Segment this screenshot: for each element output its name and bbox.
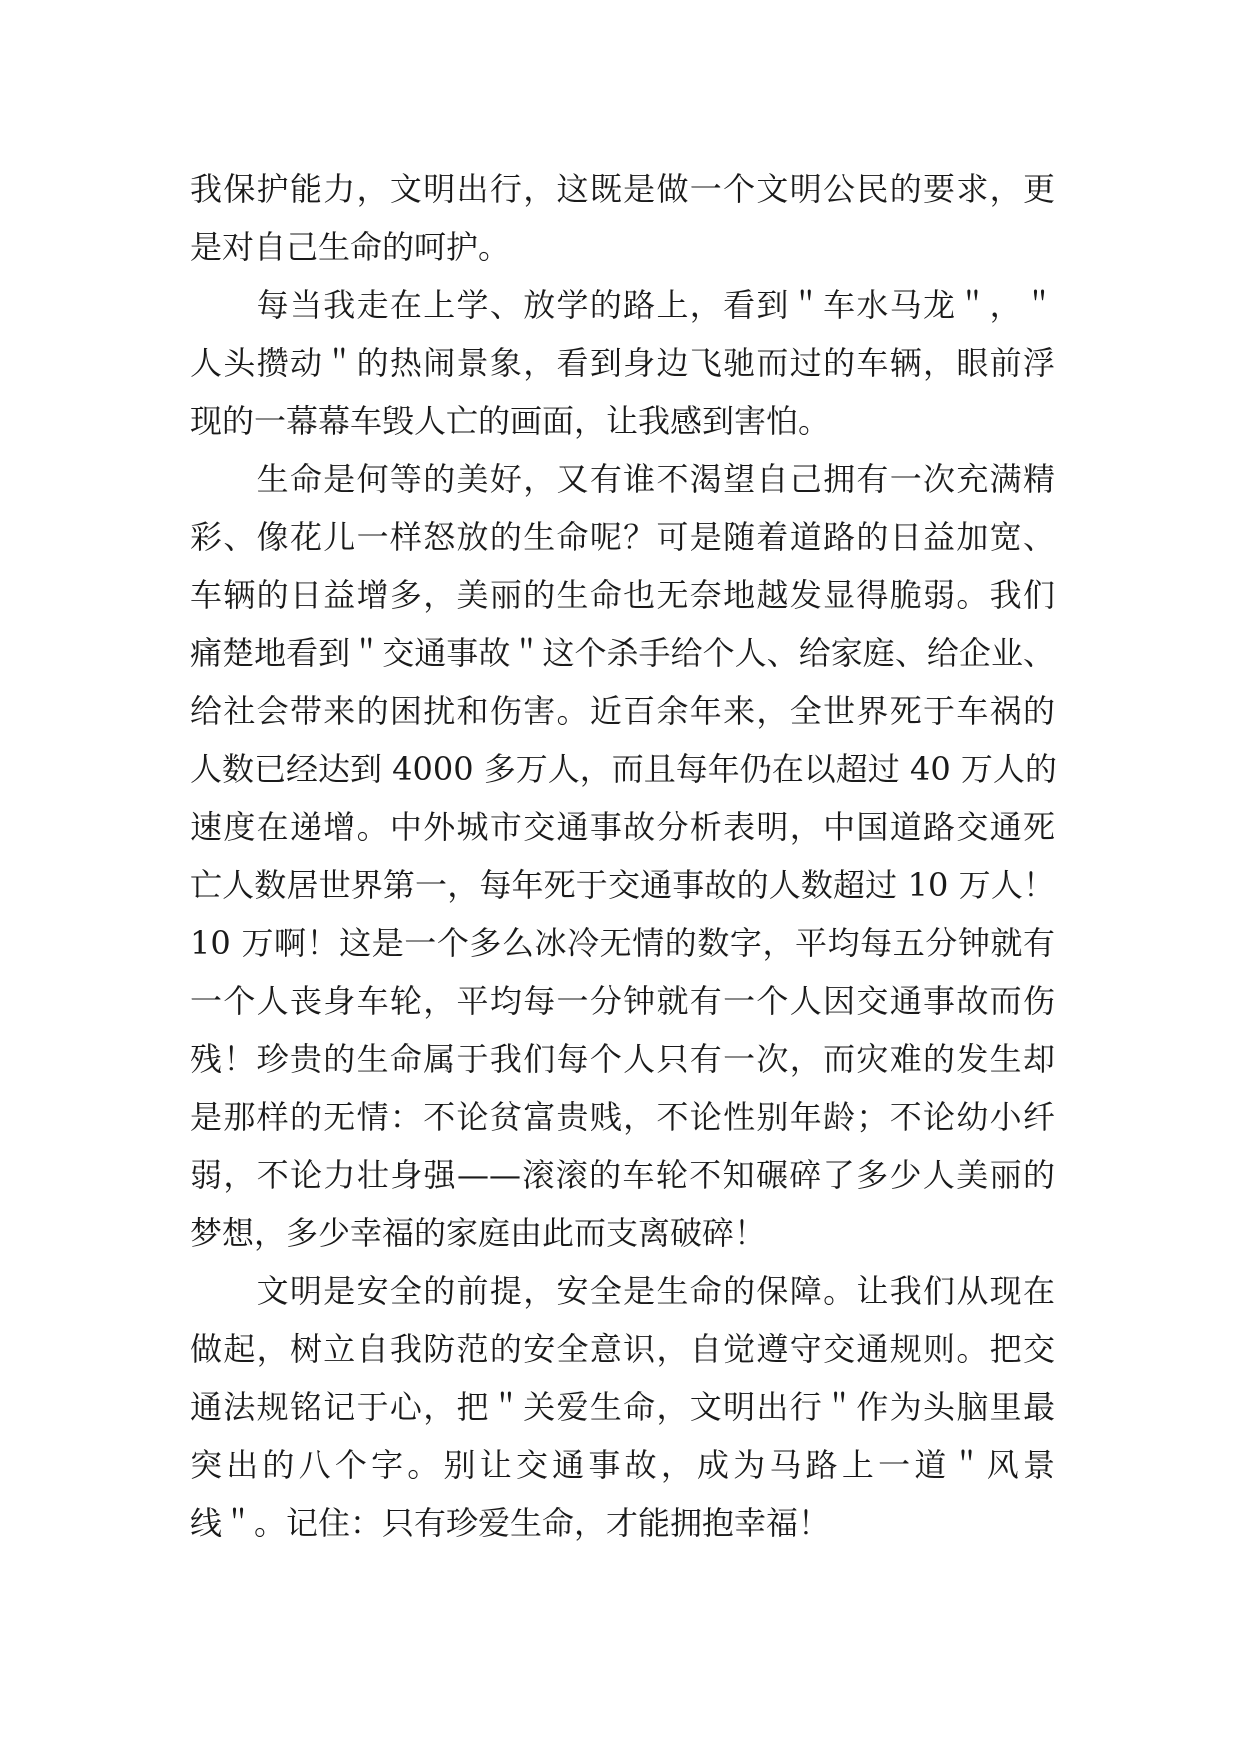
text-line: 是对自己生命的呵护。: [190, 228, 511, 266]
text-line: 10 万啊！这是一个多么冰冷无情的数字，平均每五分钟就有: [190, 924, 1055, 962]
document-body: [190, 160, 1055, 1552]
text-line: 痛楚地看到＂交通事故＂这个杀手给个人、给家庭、给企业、: [190, 634, 1055, 672]
text-line: 人数已经达到 4000 多万人，而且每年仍在以超过 40 万人的: [190, 750, 1057, 788]
text-line: 我保护能力，文明出行，这既是做一个文明公民的要求，更: [190, 170, 1055, 208]
text-line: 一个人丧身车轮，平均每一分钟就有一个人因交通事故而伤: [190, 982, 1055, 1020]
text-line: 残！珍贵的生命属于我们每个人只有一次，而灾难的发生却: [190, 1040, 1055, 1078]
text-line: 每当我走在上学、放学的路上，看到＂车水马龙＂，＂: [190, 286, 1055, 324]
text-line: 生命是何等的美好，又有谁不渴望自己拥有一次充满精: [190, 460, 1055, 498]
text-line: 突出的八个字。别让交通事故，成为马路上一道＂风景: [190, 1446, 1055, 1484]
text-line: 车辆的日益增多，美丽的生命也无奈地越发显得脆弱。我们: [190, 576, 1055, 614]
text-line: 给社会带来的困扰和伤害。近百余年来，全世界死于车祸的: [190, 692, 1055, 730]
text-line: 文明是安全的前提，安全是生命的保障。让我们从现在: [190, 1272, 1055, 1310]
paragraph-3: [190, 450, 1055, 1262]
text-line: 亡人数居世界第一，每年死于交通事故的人数超过 10 万人！: [190, 866, 1055, 904]
text-line: 彩、像花儿一样怒放的生命呢？可是随着道路的日益加宽、: [190, 518, 1055, 556]
text-line: 是那样的无情：不论贫富贵贱，不论性别年龄；不论幼小纤: [190, 1098, 1055, 1136]
text-line: 现的一幕幕车毁人亡的画面，让我感到害怕。: [190, 402, 831, 440]
paragraph-1: [190, 160, 1055, 276]
text-line: 做起，树立自我防范的安全意识，自觉遵守交通规则。把交: [190, 1330, 1055, 1368]
text-line: 速度在递增。中外城市交通事故分析表明，中国道路交通死: [190, 808, 1055, 846]
text-line: 通法规铭记于心，把＂关爱生命，文明出行＂作为头脑里最: [190, 1388, 1055, 1426]
text-line: 线＂。记住：只有珍爱生命，才能拥抱幸福！: [190, 1504, 831, 1542]
paragraph-4: [190, 1262, 1055, 1552]
paragraph-2: [190, 276, 1055, 450]
text-line: 梦想，多少幸福的家庭由此而支离破碎！: [190, 1214, 767, 1252]
text-line: 人头攒动＂的热闹景象，看到身边飞驰而过的车辆，眼前浮: [190, 344, 1055, 382]
text-line: 弱，不论力壮身强——滚滚的车轮不知碾碎了多少人美丽的: [190, 1156, 1055, 1194]
